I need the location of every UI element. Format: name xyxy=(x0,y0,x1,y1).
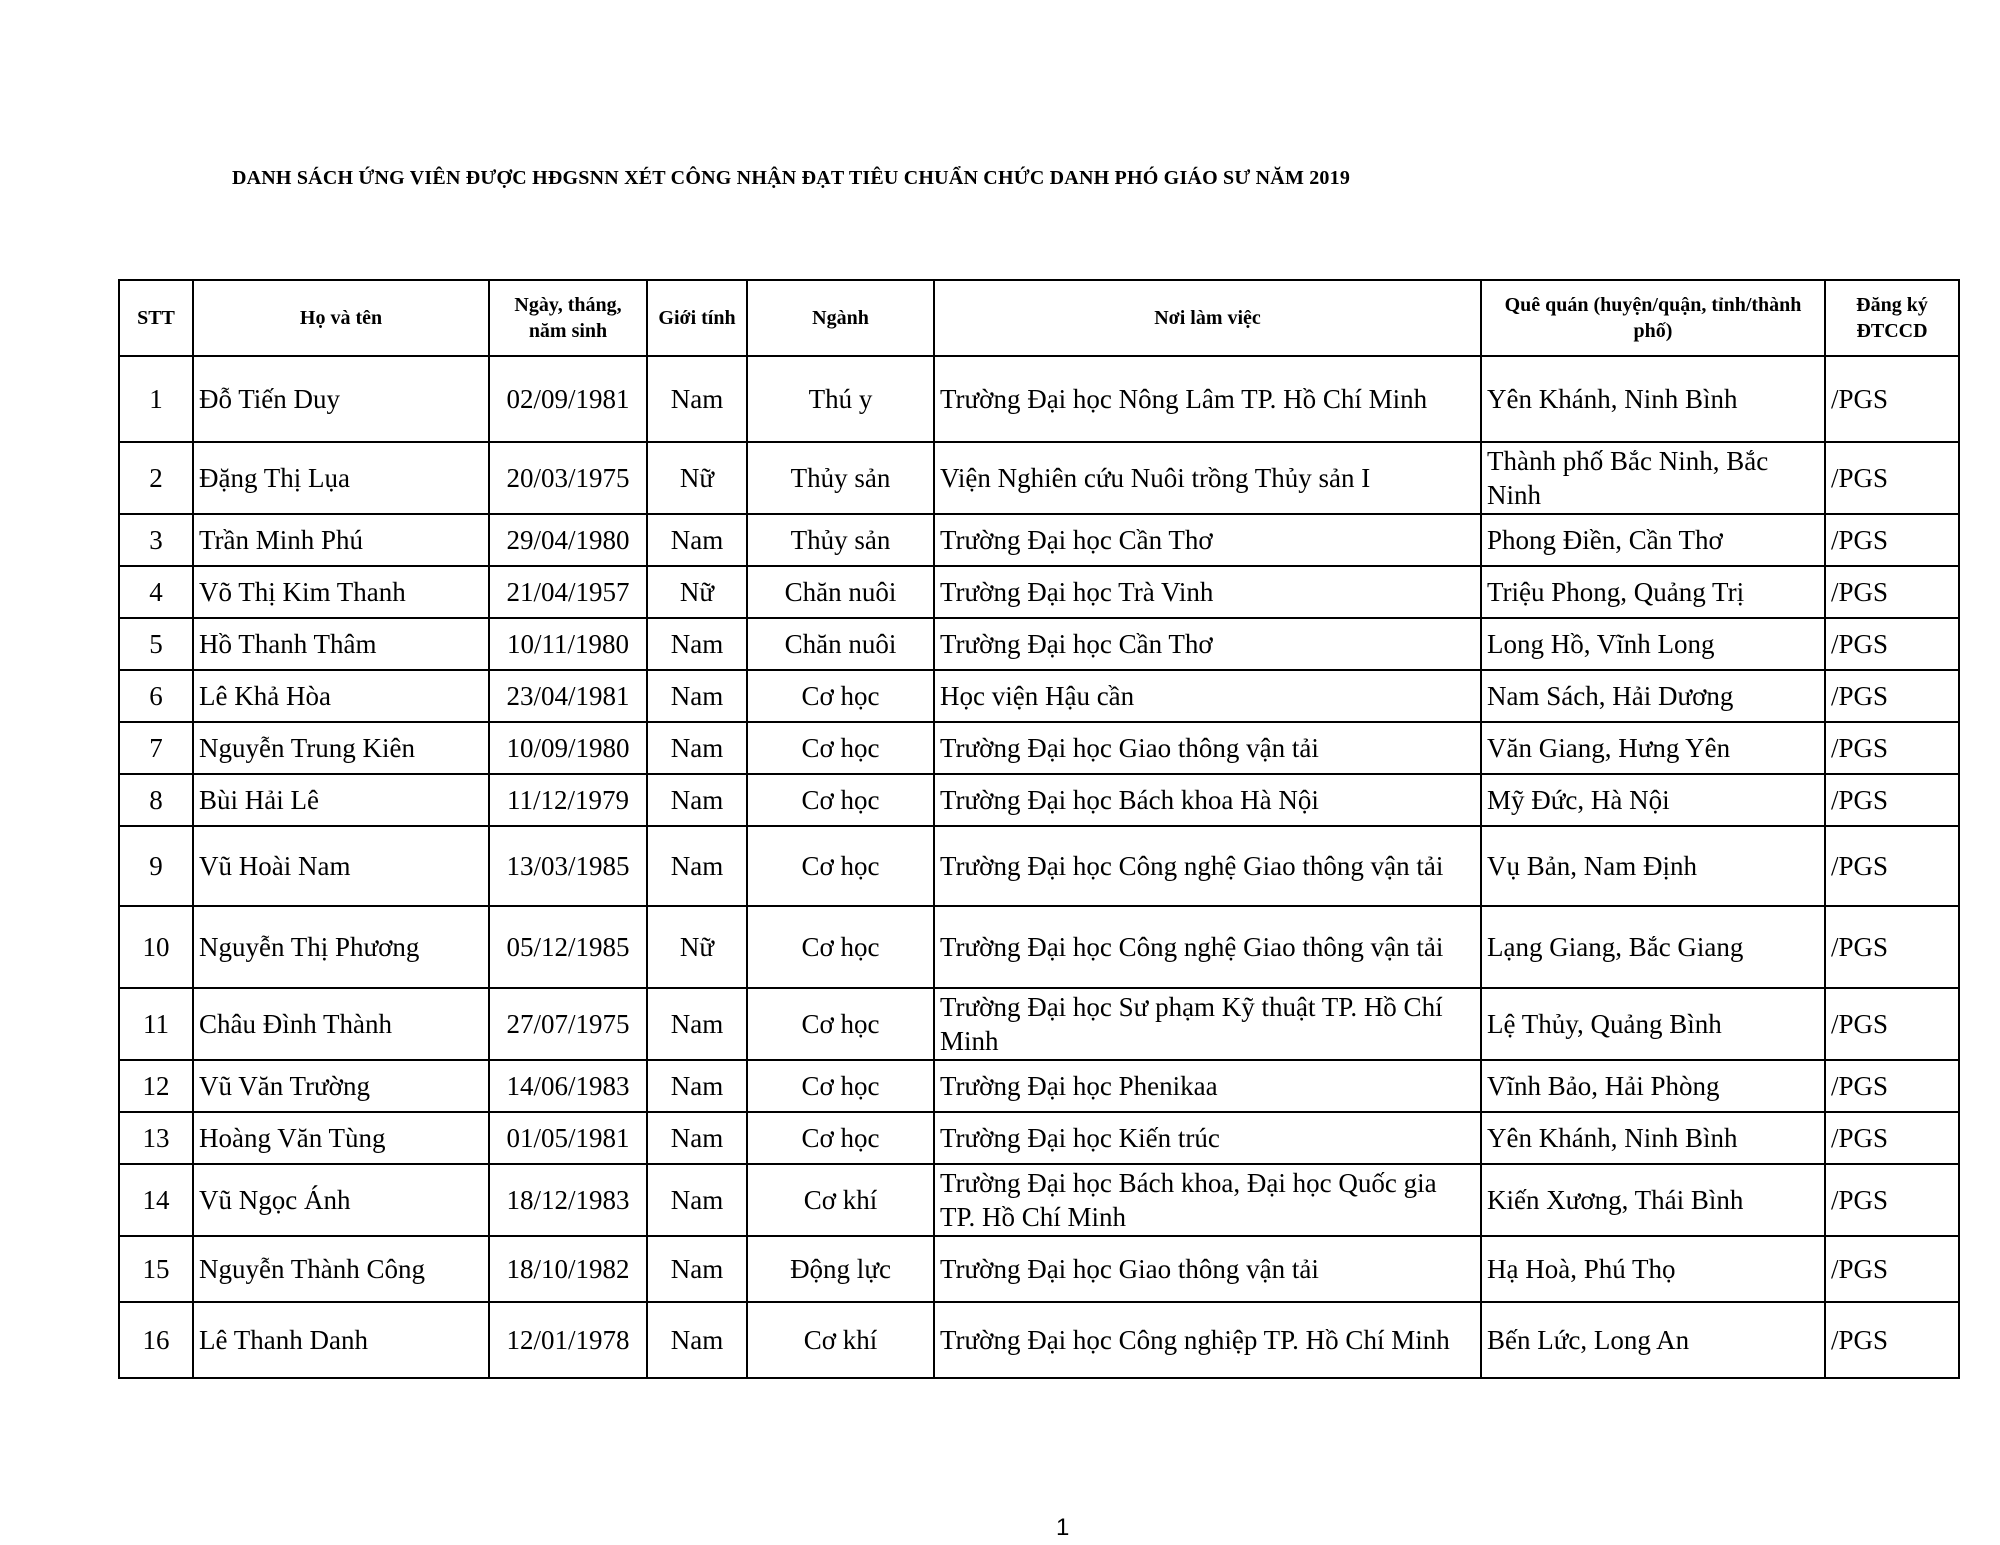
table-row xyxy=(119,618,1959,670)
cell-gender: Nam xyxy=(647,1164,747,1236)
cell-workplace: Trường Đại học Phenikaa xyxy=(934,1060,1481,1112)
cell-hometown: Vụ Bản, Nam Định xyxy=(1481,826,1825,906)
cell-gender: Nữ xyxy=(647,906,747,988)
cell-field: Chăn nuôi xyxy=(747,566,934,618)
candidate-table xyxy=(118,279,1960,1379)
cell-field: Cơ khí xyxy=(747,1164,934,1236)
cell-hometown: Vĩnh Bảo, Hải Phòng xyxy=(1481,1060,1825,1112)
cell-gender: Nam xyxy=(647,1302,747,1378)
table-row xyxy=(119,1164,1959,1236)
cell-name: Châu Đình Thành xyxy=(193,988,489,1060)
cell-hometown: Kiến Xương, Thái Bình xyxy=(1481,1164,1825,1236)
cell-name: Võ Thị Kim Thanh xyxy=(193,566,489,618)
cell-register: /PGS xyxy=(1825,1302,1959,1378)
cell-hometown: Mỹ Đức, Hà Nội xyxy=(1481,774,1825,826)
cell-dob: 18/12/1983 xyxy=(489,1164,647,1236)
cell-dob: 27/07/1975 xyxy=(489,988,647,1060)
cell-stt: 4 xyxy=(119,566,193,618)
cell-gender: Nam xyxy=(647,670,747,722)
cell-register: /PGS xyxy=(1825,670,1959,722)
table-row xyxy=(119,356,1959,442)
cell-dob: 02/09/1981 xyxy=(489,356,647,442)
cell-name: Trần Minh Phú xyxy=(193,514,489,566)
cell-dob: 11/12/1979 xyxy=(489,774,647,826)
cell-workplace: Trường Đại học Giao thông vận tải xyxy=(934,722,1481,774)
cell-hometown: Yên Khánh, Ninh Bình xyxy=(1481,1112,1825,1164)
cell-stt: 11 xyxy=(119,988,193,1060)
table-row xyxy=(119,722,1959,774)
cell-register: /PGS xyxy=(1825,988,1959,1060)
cell-field: Chăn nuôi xyxy=(747,618,934,670)
table-row xyxy=(119,1302,1959,1378)
table-row xyxy=(119,906,1959,988)
cell-workplace: Trường Đại học Công nghệ Giao thông vận tải xyxy=(934,826,1481,906)
cell-stt: 16 xyxy=(119,1302,193,1378)
header-name: Họ và tên xyxy=(193,280,489,356)
cell-hometown: Thành phố Bắc Ninh, Bắc Ninh xyxy=(1481,442,1825,514)
table-row xyxy=(119,566,1959,618)
cell-name: Nguyễn Thành Công xyxy=(193,1236,489,1302)
cell-field: Cơ khí xyxy=(747,1302,934,1378)
cell-stt: 12 xyxy=(119,1060,193,1112)
cell-name: Đỗ Tiến Duy xyxy=(193,356,489,442)
cell-dob: 10/11/1980 xyxy=(489,618,647,670)
document-title: DANH SÁCH ỨNG VIÊN ĐƯỢC HĐGSNN XÉT CÔNG NHẬN ĐẠT TIÊU CHUẨN CHỨC DANH PHÓ GIÁO SƯ NĂM 2019 xyxy=(231,167,1351,189)
cell-workplace: Trường Đại học Cần Thơ xyxy=(934,618,1481,670)
cell-workplace: Trường Đại học Kiến trúc xyxy=(934,1112,1481,1164)
cell-stt: 7 xyxy=(119,722,193,774)
cell-field: Cơ học xyxy=(747,906,934,988)
table-row xyxy=(119,1236,1959,1302)
cell-workplace: Trường Đại học Bách khoa, Đại học Quốc gia TP. Hồ Chí Minh xyxy=(934,1164,1481,1236)
cell-register: /PGS xyxy=(1825,356,1959,442)
table-row xyxy=(119,670,1959,722)
cell-stt: 9 xyxy=(119,826,193,906)
cell-dob: 01/05/1981 xyxy=(489,1112,647,1164)
cell-gender: Nam xyxy=(647,774,747,826)
cell-hometown: Lệ Thủy, Quảng Bình xyxy=(1481,988,1825,1060)
cell-dob: 21/04/1957 xyxy=(489,566,647,618)
cell-register: /PGS xyxy=(1825,774,1959,826)
cell-gender: Nam xyxy=(647,1112,747,1164)
table-row xyxy=(119,1060,1959,1112)
cell-stt: 3 xyxy=(119,514,193,566)
cell-stt: 1 xyxy=(119,356,193,442)
cell-gender: Nam xyxy=(647,514,747,566)
table-row xyxy=(119,514,1959,566)
cell-name: Vũ Văn Trường xyxy=(193,1060,489,1112)
cell-field: Cơ học xyxy=(747,774,934,826)
cell-name: Vũ Hoài Nam xyxy=(193,826,489,906)
cell-hometown: Triệu Phong, Quảng Trị xyxy=(1481,566,1825,618)
header-gender: Giới tính xyxy=(647,280,747,356)
cell-dob: 20/03/1975 xyxy=(489,442,647,514)
cell-register: /PGS xyxy=(1825,618,1959,670)
cell-name: Bùi Hải Lê xyxy=(193,774,489,826)
cell-workplace: Trường Đại học Công nghiệp TP. Hồ Chí Minh xyxy=(934,1302,1481,1378)
header-hometown: Quê quán (huyện/quận, tỉnh/thành phố) xyxy=(1481,280,1825,356)
header-dob: Ngày, tháng, năm sinh xyxy=(489,280,647,356)
cell-workplace: Viện Nghiên cứu Nuôi trồng Thủy sản I xyxy=(934,442,1481,514)
cell-dob: 23/04/1981 xyxy=(489,670,647,722)
cell-stt: 15 xyxy=(119,1236,193,1302)
cell-stt: 2 xyxy=(119,442,193,514)
cell-register: /PGS xyxy=(1825,906,1959,988)
cell-gender: Nam xyxy=(647,1060,747,1112)
cell-dob: 29/04/1980 xyxy=(489,514,647,566)
cell-gender: Nam xyxy=(647,356,747,442)
cell-register: /PGS xyxy=(1825,1164,1959,1236)
cell-name: Đặng Thị Lụa xyxy=(193,442,489,514)
cell-register: /PGS xyxy=(1825,722,1959,774)
cell-field: Cơ học xyxy=(747,1112,934,1164)
cell-name: Lê Thanh Danh xyxy=(193,1302,489,1378)
cell-hometown: Văn Giang, Hưng Yên xyxy=(1481,722,1825,774)
cell-gender: Nam xyxy=(647,722,747,774)
cell-dob: 18/10/1982 xyxy=(489,1236,647,1302)
cell-stt: 10 xyxy=(119,906,193,988)
cell-dob: 13/03/1985 xyxy=(489,826,647,906)
cell-gender: Nam xyxy=(647,618,747,670)
header-field: Ngành xyxy=(747,280,934,356)
cell-name: Hoàng Văn Tùng xyxy=(193,1112,489,1164)
cell-dob: 05/12/1985 xyxy=(489,906,647,988)
cell-workplace: Trường Đại học Cần Thơ xyxy=(934,514,1481,566)
cell-workplace: Trường Đại học Trà Vinh xyxy=(934,566,1481,618)
cell-name: Hồ Thanh Thâm xyxy=(193,618,489,670)
cell-register: /PGS xyxy=(1825,1060,1959,1112)
cell-field: Cơ học xyxy=(747,826,934,906)
table-row xyxy=(119,988,1959,1060)
cell-name: Vũ Ngọc Ánh xyxy=(193,1164,489,1236)
cell-stt: 13 xyxy=(119,1112,193,1164)
cell-field: Cơ học xyxy=(747,988,934,1060)
cell-field: Cơ học xyxy=(747,670,934,722)
cell-stt: 8 xyxy=(119,774,193,826)
cell-stt: 6 xyxy=(119,670,193,722)
cell-name: Lê Khả Hòa xyxy=(193,670,489,722)
cell-register: /PGS xyxy=(1825,826,1959,906)
cell-workplace: Trường Đại học Bách khoa Hà Nội xyxy=(934,774,1481,826)
cell-hometown: Long Hồ, Vĩnh Long xyxy=(1481,618,1825,670)
page-number: 1 xyxy=(1056,1514,1070,1541)
cell-register: /PGS xyxy=(1825,566,1959,618)
cell-register: /PGS xyxy=(1825,1236,1959,1302)
cell-workplace: Trường Đại học Giao thông vận tải xyxy=(934,1236,1481,1302)
header-row xyxy=(119,280,1959,356)
cell-workplace: Trường Đại học Sư phạm Kỹ thuật TP. Hồ Chí Minh xyxy=(934,988,1481,1060)
header-stt: STT xyxy=(119,280,193,356)
cell-field: Cơ học xyxy=(747,722,934,774)
cell-dob: 14/06/1983 xyxy=(489,1060,647,1112)
cell-field: Cơ học xyxy=(747,1060,934,1112)
cell-stt: 14 xyxy=(119,1164,193,1236)
cell-gender: Nữ xyxy=(647,566,747,618)
cell-hometown: Hạ Hoà, Phú Thọ xyxy=(1481,1236,1825,1302)
cell-field: Thủy sản xyxy=(747,442,934,514)
cell-field: Thú y xyxy=(747,356,934,442)
table-row xyxy=(119,442,1959,514)
header-workplace: Nơi làm việc xyxy=(934,280,1481,356)
cell-stt: 5 xyxy=(119,618,193,670)
cell-hometown: Bến Lức, Long An xyxy=(1481,1302,1825,1378)
cell-field: Động lực xyxy=(747,1236,934,1302)
cell-gender: Nữ xyxy=(647,442,747,514)
cell-gender: Nam xyxy=(647,826,747,906)
cell-workplace: Học viện Hậu cần xyxy=(934,670,1481,722)
cell-hometown: Phong Điền, Cần Thơ xyxy=(1481,514,1825,566)
cell-hometown: Yên Khánh, Ninh Bình xyxy=(1481,356,1825,442)
cell-hometown: Lạng Giang, Bắc Giang xyxy=(1481,906,1825,988)
header-register: Đăng ký ĐTCCD xyxy=(1825,280,1959,356)
table-row xyxy=(119,774,1959,826)
cell-register: /PGS xyxy=(1825,442,1959,514)
cell-register: /PGS xyxy=(1825,514,1959,566)
cell-dob: 10/09/1980 xyxy=(489,722,647,774)
cell-register: /PGS xyxy=(1825,1112,1959,1164)
cell-workplace: Trường Đại học Nông Lâm TP. Hồ Chí Minh xyxy=(934,356,1481,442)
cell-name: Nguyễn Trung Kiên xyxy=(193,722,489,774)
cell-hometown: Nam Sách, Hải Dương xyxy=(1481,670,1825,722)
table-row xyxy=(119,826,1959,906)
cell-name: Nguyễn Thị Phương xyxy=(193,906,489,988)
cell-workplace: Trường Đại học Công nghệ Giao thông vận tải xyxy=(934,906,1481,988)
table-row xyxy=(119,1112,1959,1164)
cell-field: Thủy sản xyxy=(747,514,934,566)
cell-dob: 12/01/1978 xyxy=(489,1302,647,1378)
cell-gender: Nam xyxy=(647,988,747,1060)
cell-gender: Nam xyxy=(647,1236,747,1302)
